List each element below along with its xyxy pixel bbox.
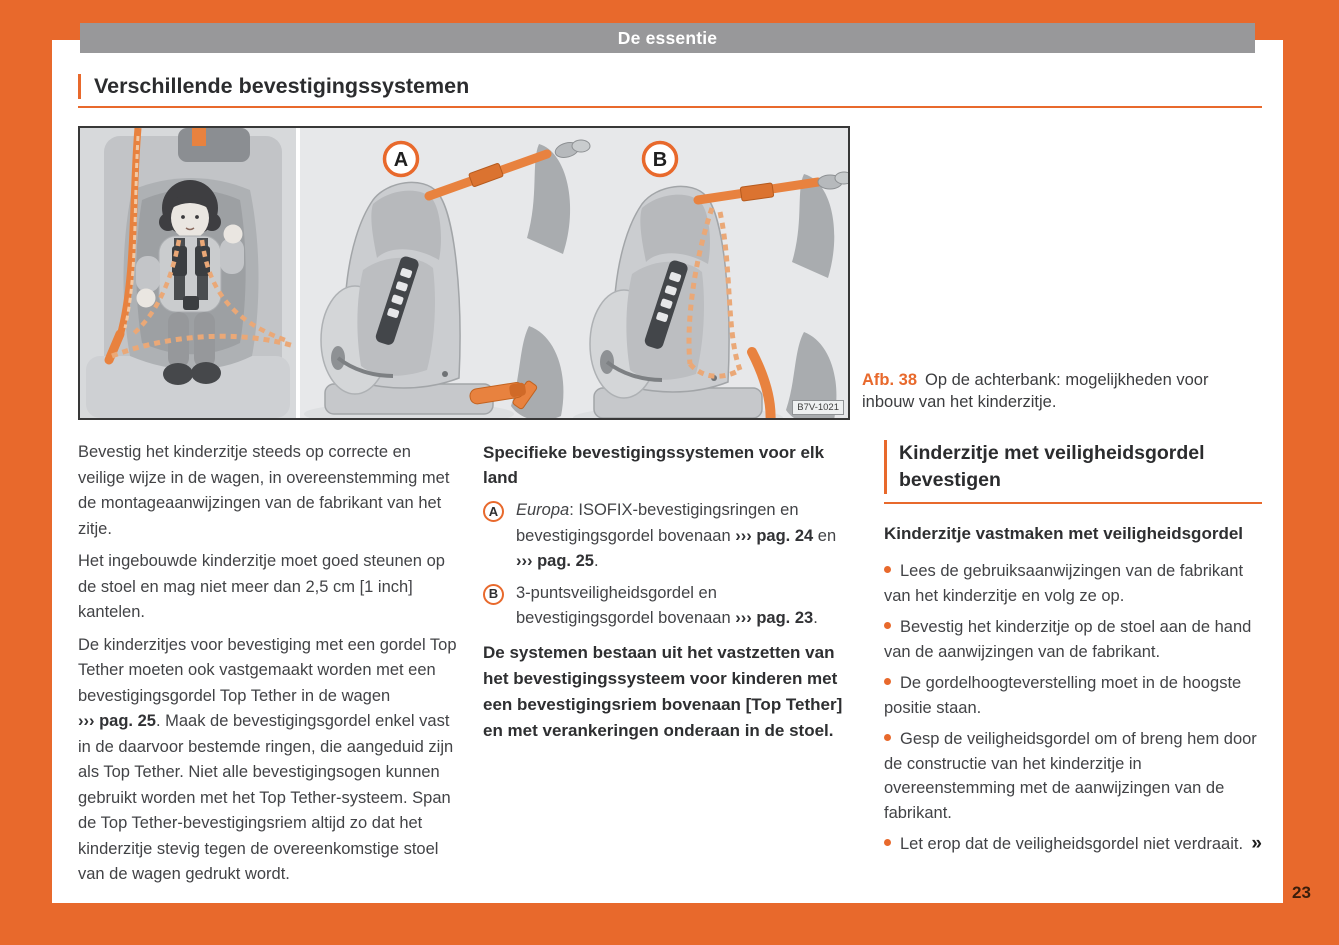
bullet-item: Lees de gebruiksaanwijzingen van de fabrikant van het kinderzitje en volg ze op. xyxy=(884,562,1244,605)
page-title-block xyxy=(78,74,1262,108)
column-right xyxy=(884,440,1262,864)
emphasized-paragraph: De systemen bestaan uit het vastzetten van het bevestigingssysteem voor kinderen met een bevestigingsriem bovenaan [Top Tether] en met verankeringen onderaan in de stoel. xyxy=(483,642,843,740)
panel-child-in-seat xyxy=(80,128,296,418)
figure-caption-ref: Afb. 38 xyxy=(862,371,918,389)
paragraph: Het ingebouwde kinderzitje moet goed steunen op de stoel en mag niet meer dan 2,5 cm [1 inch] kantelen. xyxy=(78,552,445,621)
section-tab xyxy=(80,23,1255,53)
bullet-item: De gordelhoogteverstelling moet in de hoogste positie staan. xyxy=(884,674,1242,717)
child-seat-illustration xyxy=(80,128,848,418)
bullet-icon xyxy=(884,622,891,629)
subsection-heading: Specifieke bevestigingssystemen voor elk land xyxy=(483,443,825,487)
page-number: 23 xyxy=(1292,883,1311,902)
label-a xyxy=(385,143,418,176)
bullet-item: Gesp de veiligheidsgordel om of breng hem door de constructie van het kinderzitje in overeenstemming met de aanwijzingen van de fabrikant. xyxy=(884,730,1257,822)
column-middle xyxy=(483,440,857,751)
bullet-icon xyxy=(884,839,891,846)
figure-image-code: B7V-1021 xyxy=(792,400,844,415)
figure-caption xyxy=(862,370,1260,413)
continuation-mark: » xyxy=(1251,833,1262,854)
page-reference: ››› pag. 25 xyxy=(516,552,594,570)
section-heading: Kinderzitje met veiligheidsgordel bevestigen xyxy=(884,440,1262,494)
bullet-item: Let erop dat de veiligheidsgordel niet verdraait. » xyxy=(884,832,1262,857)
paragraph: Bevestig het kinderzitje steeds op correcte en veilige wijze in de wagen, in overeenstemming met de montageaanwijzingen van de fabrikant van het zitje. xyxy=(78,443,450,538)
section-heading-block xyxy=(884,440,1262,504)
page-reference: ››› pag. 25 xyxy=(78,712,156,730)
bullet-icon xyxy=(884,566,891,573)
subsection-heading: Kinderzitje vastmaken met veiligheidsgordel xyxy=(884,524,1244,543)
figure-child-seat-mounting xyxy=(78,126,850,420)
column-left xyxy=(78,440,458,895)
section-tab-label: De essentie xyxy=(617,27,718,48)
list-item-b: B 3-puntsveiligheidsgordel en bevestigingsgordel bovenaan ››› pag. 23. xyxy=(483,581,857,632)
list-item-a: A Europa: ISOFIX-bevestigingsringen en bevestigingsgordel bovenaan ››› pag. 24 en ››› pag. 25. xyxy=(483,498,857,575)
badge-b-icon: B xyxy=(483,584,504,605)
paragraph: De kinderzitjes voor bevestiging met een gordel Top Tether moeten ook vastgemaakt worden met een bevestigingsgordel Top Tether in de wagen ››› pag. 25. Maak de bevestigingsgordel enkel vast in de daarvoor bestemde ringen, die aangeduid zijn als Top Tether. Niet alle bevestigingsogen kunnen gebruikt worden met het Top Tether-systeem. Span de Top Tether-bevestigingsriem altijd zo dat het kinderzitje stevig tegen de overeenkomstige stoel van de wagen gedrukt wordt. xyxy=(78,635,457,883)
panel-seat-variants xyxy=(300,128,848,418)
bullet-icon xyxy=(884,678,891,685)
page-title: Verschillende bevestigingssystemen xyxy=(78,74,1262,99)
label-b xyxy=(644,143,677,176)
page-reference: ››› pag. 24 xyxy=(735,526,814,545)
badge-a-icon: A xyxy=(483,501,504,522)
svg-text:B: B xyxy=(652,149,668,171)
svg-text:A: A xyxy=(393,149,409,171)
figure-caption-text: Op de achterbank: mogelijkheden voor inbouw van het kinderzitje. xyxy=(862,371,1209,411)
bullet-item: Bevestig het kinderzitje op de stoel aan de hand van de aanwijzingen van de fabrikant. xyxy=(884,618,1252,661)
bullet-icon xyxy=(884,734,891,741)
page-reference: ››› pag. 23 xyxy=(735,609,814,627)
